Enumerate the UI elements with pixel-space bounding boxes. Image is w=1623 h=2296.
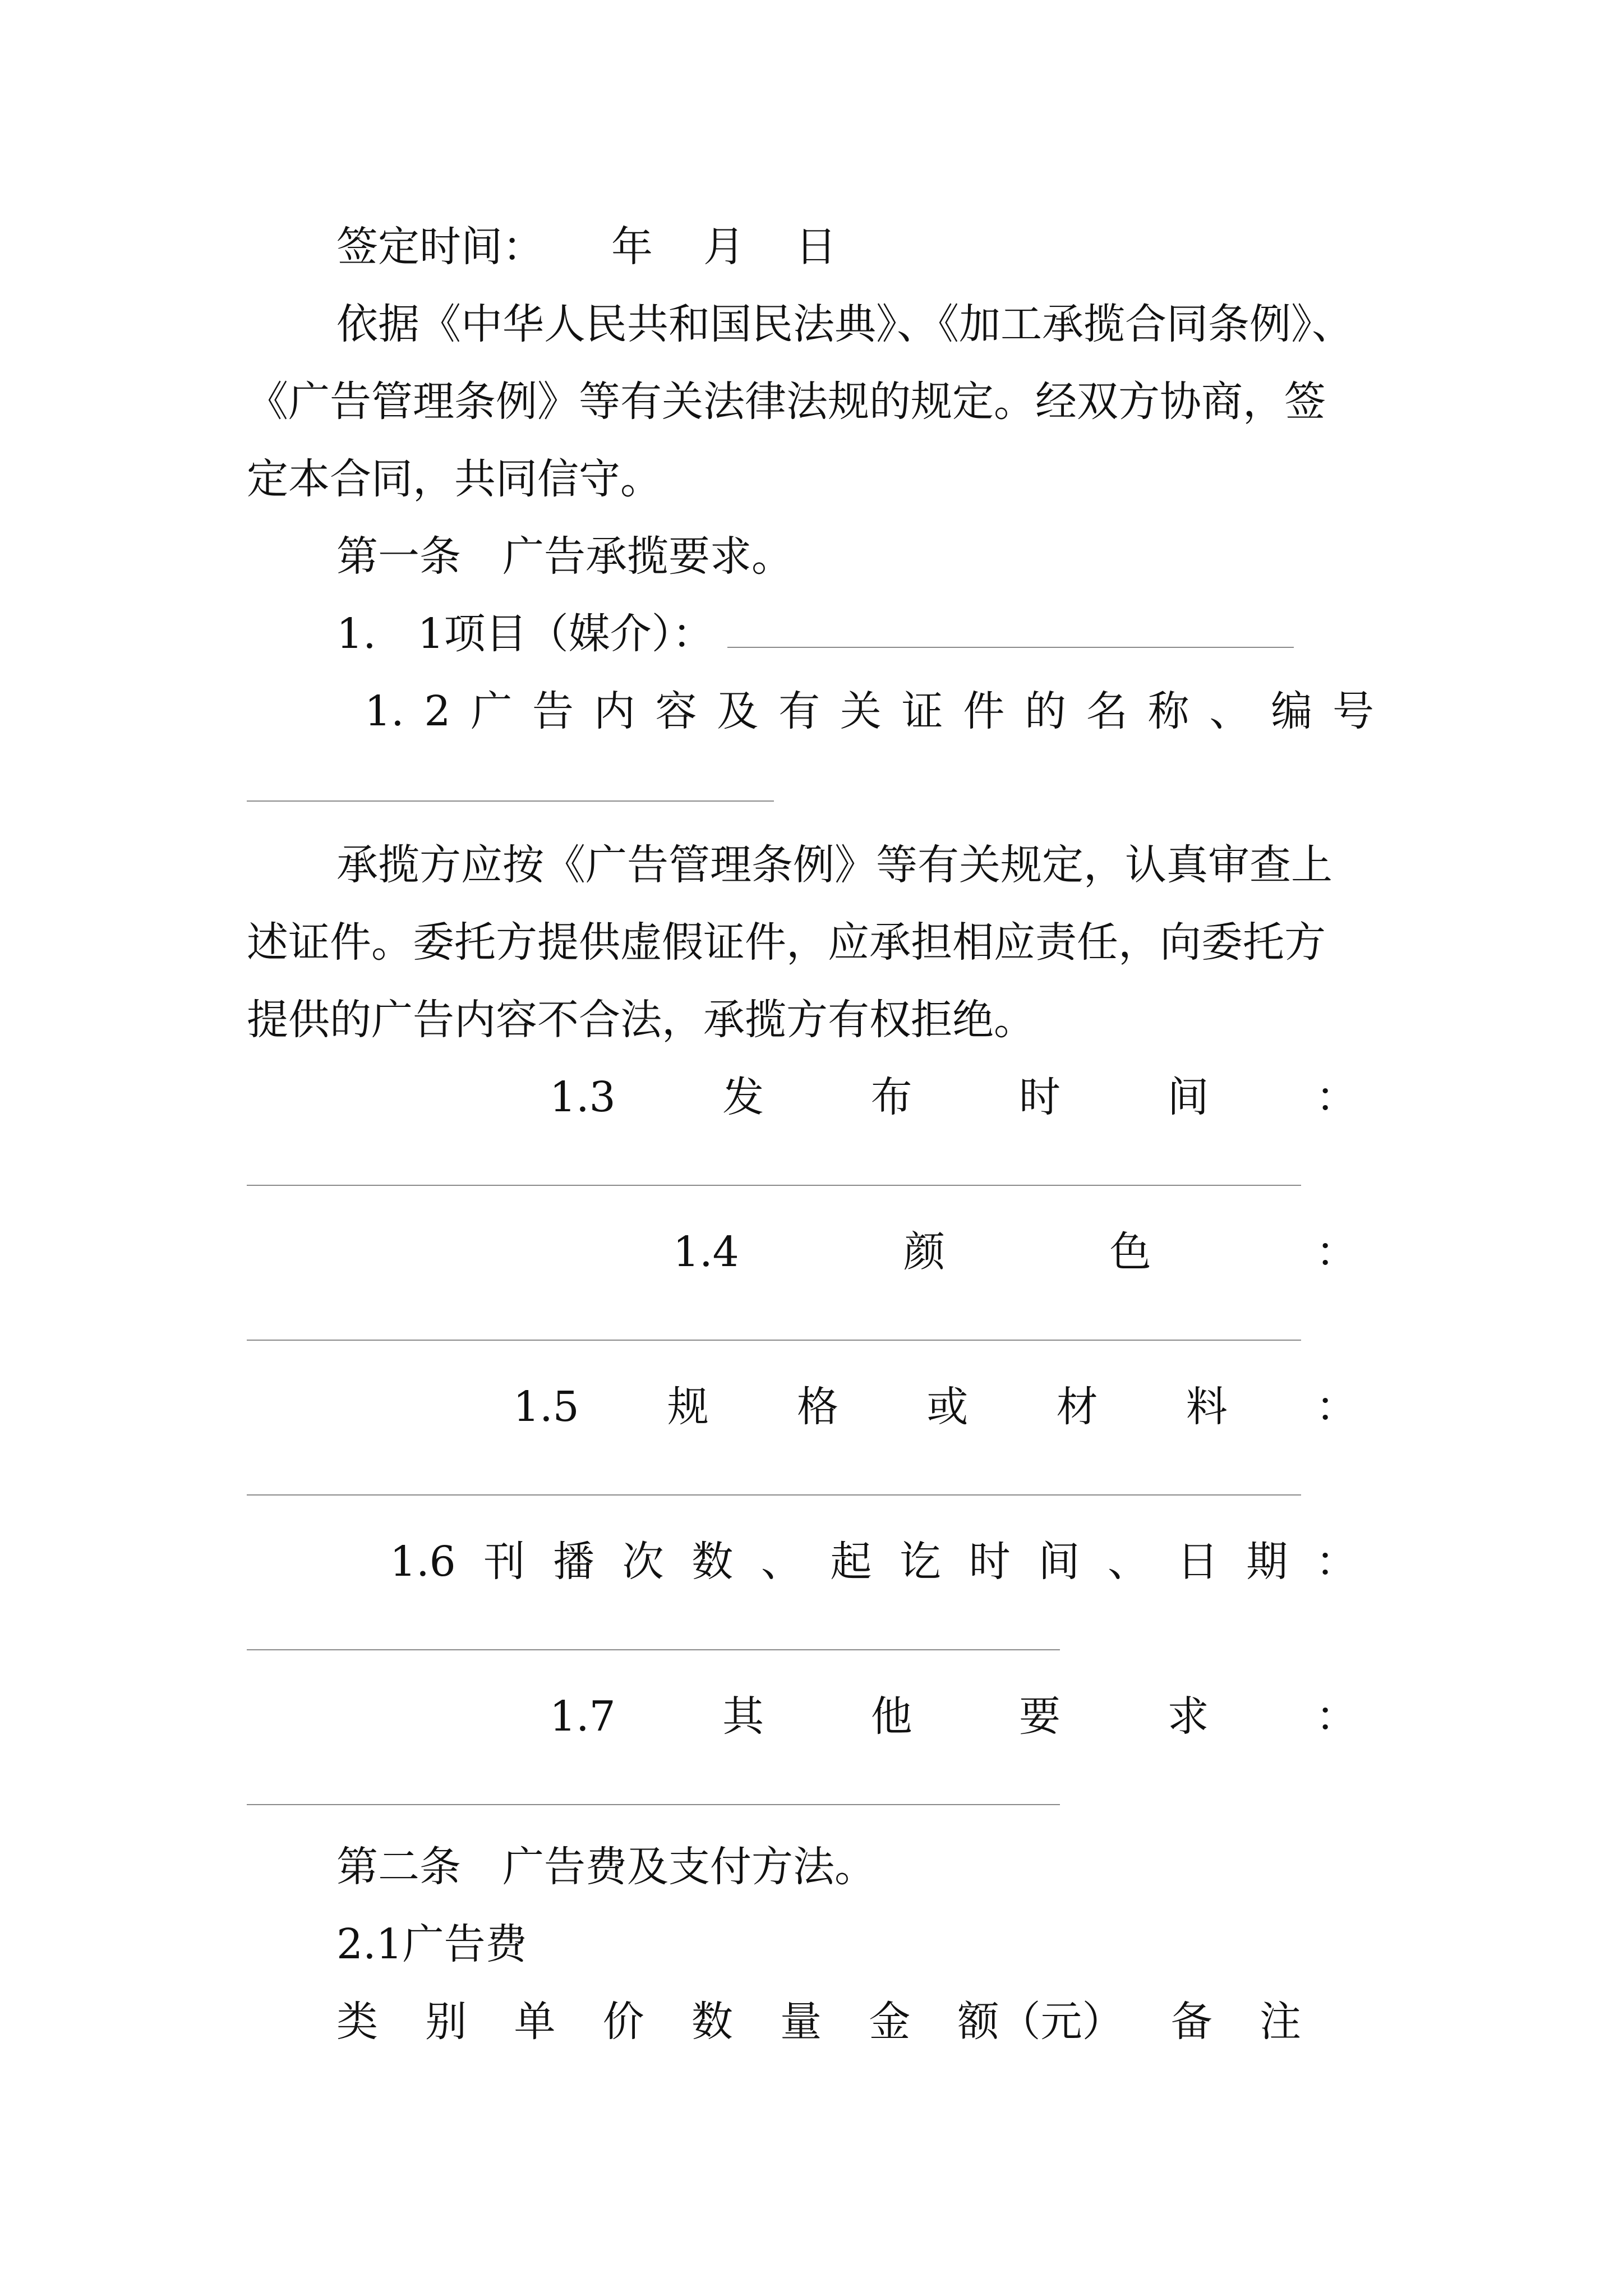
item-1-4 (673, 1225, 1357, 1279)
item-1-6-c11: 日 (1177, 1538, 1219, 1586)
item-1-2-c8: 关 (840, 687, 882, 735)
article-1-title: 第一条 广告承揽要求。 (336, 532, 793, 581)
item-1-2-c2: 广 (471, 687, 513, 735)
item-1-5-c5: 料 (1186, 1383, 1228, 1431)
item-1-6-c0: 1.6 (390, 1538, 456, 1586)
item-1-7-c3: 要 (1019, 1692, 1061, 1741)
item-1-6-c9: 间 (1038, 1538, 1080, 1586)
item-1-5-c6: ： (1316, 1383, 1357, 1431)
sign-date-year: 年 (611, 223, 653, 271)
item-1-3-c4: 间 (1167, 1073, 1209, 1121)
item-1-6-blank[interactable] (247, 1649, 1060, 1650)
item-1-5-c4: 材 (1056, 1383, 1098, 1431)
item-1-7-c5: ： (1315, 1692, 1357, 1741)
sign-date-day: 日 (795, 223, 837, 271)
item-1-2-c7: 有 (778, 687, 820, 735)
item-1-3-blank[interactable] (247, 1185, 1301, 1186)
item-1-4-blank[interactable] (247, 1340, 1301, 1341)
item-1-5-blank[interactable] (247, 1494, 1301, 1496)
item-1-2-c16: 号 (1332, 687, 1374, 735)
item-1-6-c10: 、 (1107, 1538, 1149, 1586)
item-1-6-c4: 数 (691, 1538, 734, 1586)
item-1-5 (513, 1380, 1357, 1434)
item-1-2-c4: 内 (593, 687, 635, 735)
header-liang: 量 (780, 1998, 822, 2046)
item-1-3-c1: 发 (722, 1073, 764, 1121)
item-1-3-c0: 1.3 (550, 1073, 616, 1121)
item-1-2-c0: 1. (365, 687, 404, 735)
item-1-6-c12: 期 (1246, 1538, 1288, 1586)
item-1-2-c1: 2 (424, 687, 451, 735)
item-1-2-c10: 件 (963, 687, 1005, 735)
header-shu: 数 (691, 1998, 733, 2046)
item-1-6-c1: 刊 (483, 1538, 525, 1586)
item-1-5-c1: 规 (667, 1383, 709, 1431)
item-1-6-c7: 讫 (900, 1538, 942, 1586)
item-1-5-c3: 或 (926, 1383, 969, 1431)
item-1-3-c5: ： (1315, 1073, 1357, 1121)
item-1-2-c3: 告 (532, 687, 574, 735)
item-1-3 (550, 1070, 1357, 1124)
item-1-1-label: 1. 1项目（媒介）： (336, 610, 714, 658)
item-1-4-c2: 色 (1109, 1228, 1151, 1276)
intro-line-3: 定本合同，共同信守。 (247, 455, 662, 503)
review-line-3: 提供的广告内容不合法，承揽方有权拒绝。 (247, 996, 1035, 1044)
header-lei: 类 (336, 1998, 378, 2046)
item-1-2-c5: 容 (655, 687, 697, 735)
item-1-2 (365, 684, 1374, 738)
header-jia: 价 (602, 1998, 644, 2046)
item-1-6 (390, 1535, 1357, 1589)
item-1-2-c6: 及 (717, 687, 759, 735)
item-1-2-c9: 证 (901, 687, 943, 735)
sign-date-month: 月 (703, 223, 745, 271)
sign-date-label: 签定时间： (336, 223, 544, 271)
article-2-title: 第二条 广告费及支付方法。 (336, 1843, 876, 1891)
item-1-2-c11: 的 (1025, 687, 1067, 735)
item-2-1: 2.1广告费 (336, 1920, 527, 1968)
sign-date-line (336, 220, 837, 274)
header-bie: 别 (425, 1998, 467, 2046)
header-zhu: 注 (1259, 1998, 1301, 2046)
item-1-2-c14: 、 (1209, 687, 1251, 735)
review-line-1: 承揽方应按《广告管理条例》等有关规定，认真审查上 (336, 841, 1332, 889)
header-bei: 备 (1170, 1998, 1212, 2046)
item-1-2-blank[interactable] (247, 800, 774, 802)
item-1-6-c5: 、 (760, 1538, 803, 1586)
item-1-7-blank[interactable] (247, 1804, 1060, 1805)
item-1-7-c0: 1.7 (550, 1692, 616, 1741)
item-1-7-c4: 求 (1167, 1692, 1209, 1741)
item-1-2-c12: 名 (1086, 687, 1128, 735)
item-1-1-blank[interactable] (727, 608, 1294, 648)
item-1-2-c13: 称 (1147, 687, 1189, 735)
intro-line-1: 依据《中华人民共和国民法典》、《加工承揽合同条例》、 (336, 300, 1353, 348)
header-e-yuan: 额（元） (957, 1998, 1124, 2046)
item-1-6-c8: 时 (969, 1538, 1011, 1586)
item-1-6-c2: 播 (552, 1538, 594, 1586)
intro-line-2: 《广告管理条例》等有关法律法规的规定。经双方协商，签 (247, 378, 1326, 426)
item-1-7-c2: 他 (870, 1692, 912, 1741)
item-1-6-c13: ： (1315, 1538, 1357, 1586)
item-1-7-c1: 其 (722, 1692, 764, 1741)
item-1-3-c2: 布 (870, 1073, 912, 1121)
review-line-2: 述证件。委托方提供虚假证件，应承担相应责任，向委托方 (247, 918, 1326, 967)
fee-table-header (336, 1995, 1301, 2049)
item-1-5-c2: 格 (797, 1383, 839, 1431)
item-1-6-c3: 次 (622, 1538, 664, 1586)
item-1-4-c1: 颜 (903, 1228, 946, 1276)
item-1-6-c6: 起 (830, 1538, 872, 1586)
item-1-7 (550, 1690, 1357, 1743)
item-1-3-c3: 时 (1019, 1073, 1061, 1121)
item-1-2-c15: 编 (1271, 687, 1313, 735)
item-1-4-c3: ： (1316, 1228, 1357, 1276)
item-1-5-c0: 1.5 (513, 1383, 579, 1431)
item-1-1 (336, 607, 1294, 661)
header-dan: 单 (514, 1998, 556, 2046)
header-jin: 金 (869, 1998, 911, 2046)
item-1-4-c0: 1.4 (673, 1228, 739, 1276)
